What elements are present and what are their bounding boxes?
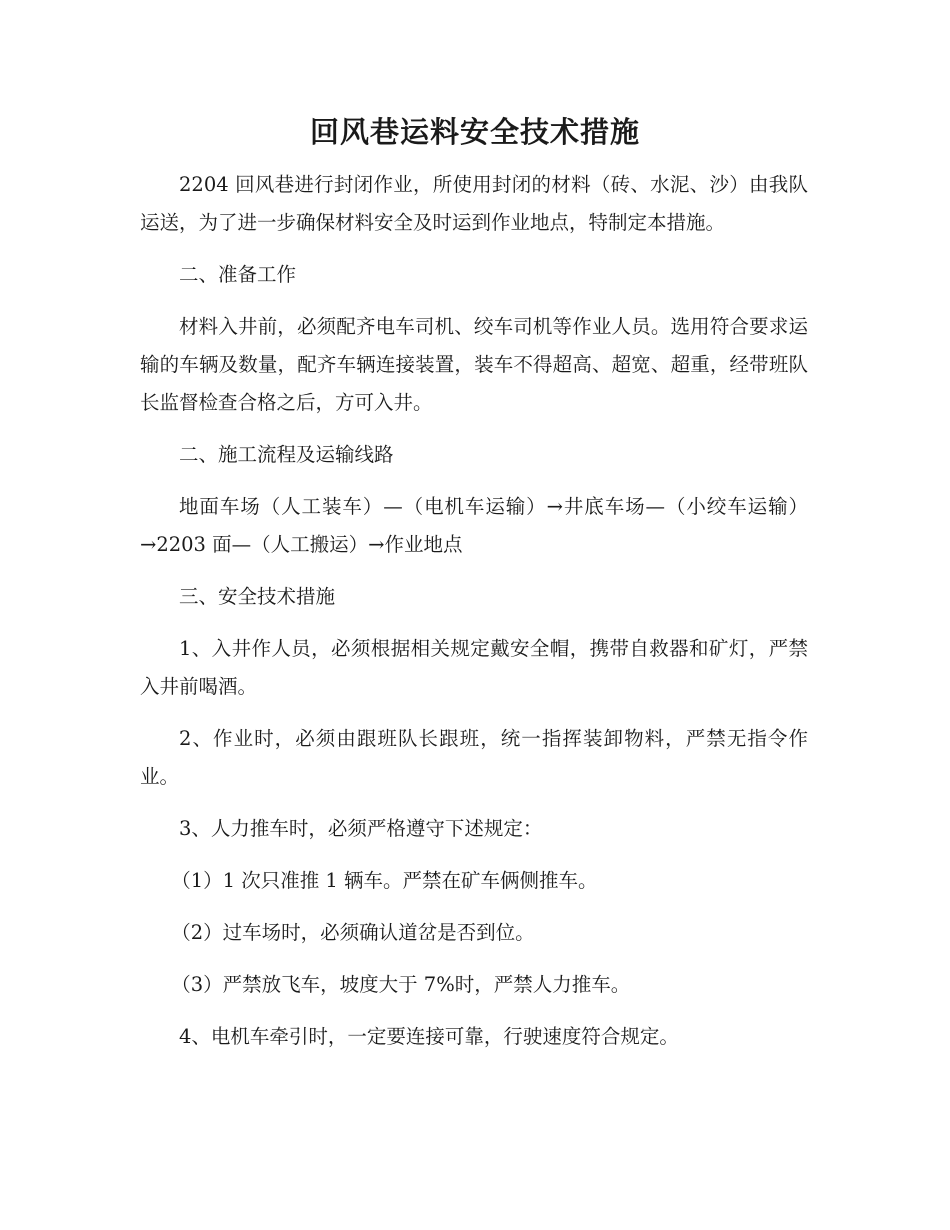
measure-item-3: 3、人力推车时，必须严格遵守下述规定： — [179, 817, 543, 840]
section-heading-process-route: 二、施工流程及运输线路 — [179, 443, 394, 466]
route-paragraph: 地面车场（人工装车）—（电机车运输）→井底车场—（小绞车运输）→2203 面—（人工搬运）→作业地点 — [140, 495, 808, 556]
section-heading-safety-measures: 三、安全技术措施 — [179, 585, 336, 608]
measure-item-2: 2、作业时，必须由跟班队长跟班，统一指挥装卸物料，严禁无指令作业。 — [140, 727, 808, 788]
measure-item-4: 4、电机车牵引时，一定要连接可靠，行驶速度符合规定。 — [179, 1025, 679, 1048]
document-title: 回风巷运料安全技术措施 — [309, 115, 640, 149]
measure-subitem-1: （1）1 次只准推 1 辆车。严禁在矿车俩侧推车。 — [171, 869, 598, 892]
document-body — [140, 166, 808, 1070]
preparation-paragraph: 材料入井前，必须配齐电车司机、绞车司机等作业人员。选用符合要求运输的车辆及数量，配齐车辆连接装置，装车不得超高、超宽、超重，经带班队长监督检查合格之后，方可入井。 — [140, 315, 808, 414]
measure-item-1: 1、入井作人员，必须根据相关规定戴安全帽，携带自救器和矿灯，严禁入井前喝酒。 — [140, 637, 808, 698]
section-heading-preparation: 二、准备工作 — [179, 263, 297, 286]
measure-subitem-3: （3）严禁放飞车，坡度大于 7%时，严禁人力推车。 — [171, 973, 631, 996]
intro-paragraph: 2204 回风巷进行封闭作业，所使用封闭的材料（砖、水泥、沙）由我队运送，为了进一步确保材料安全及时运到作业地点，特制定本措施。 — [140, 173, 808, 234]
measure-subitem-2: （2）过车场时，必须确认道岔是否到位。 — [171, 921, 535, 944]
